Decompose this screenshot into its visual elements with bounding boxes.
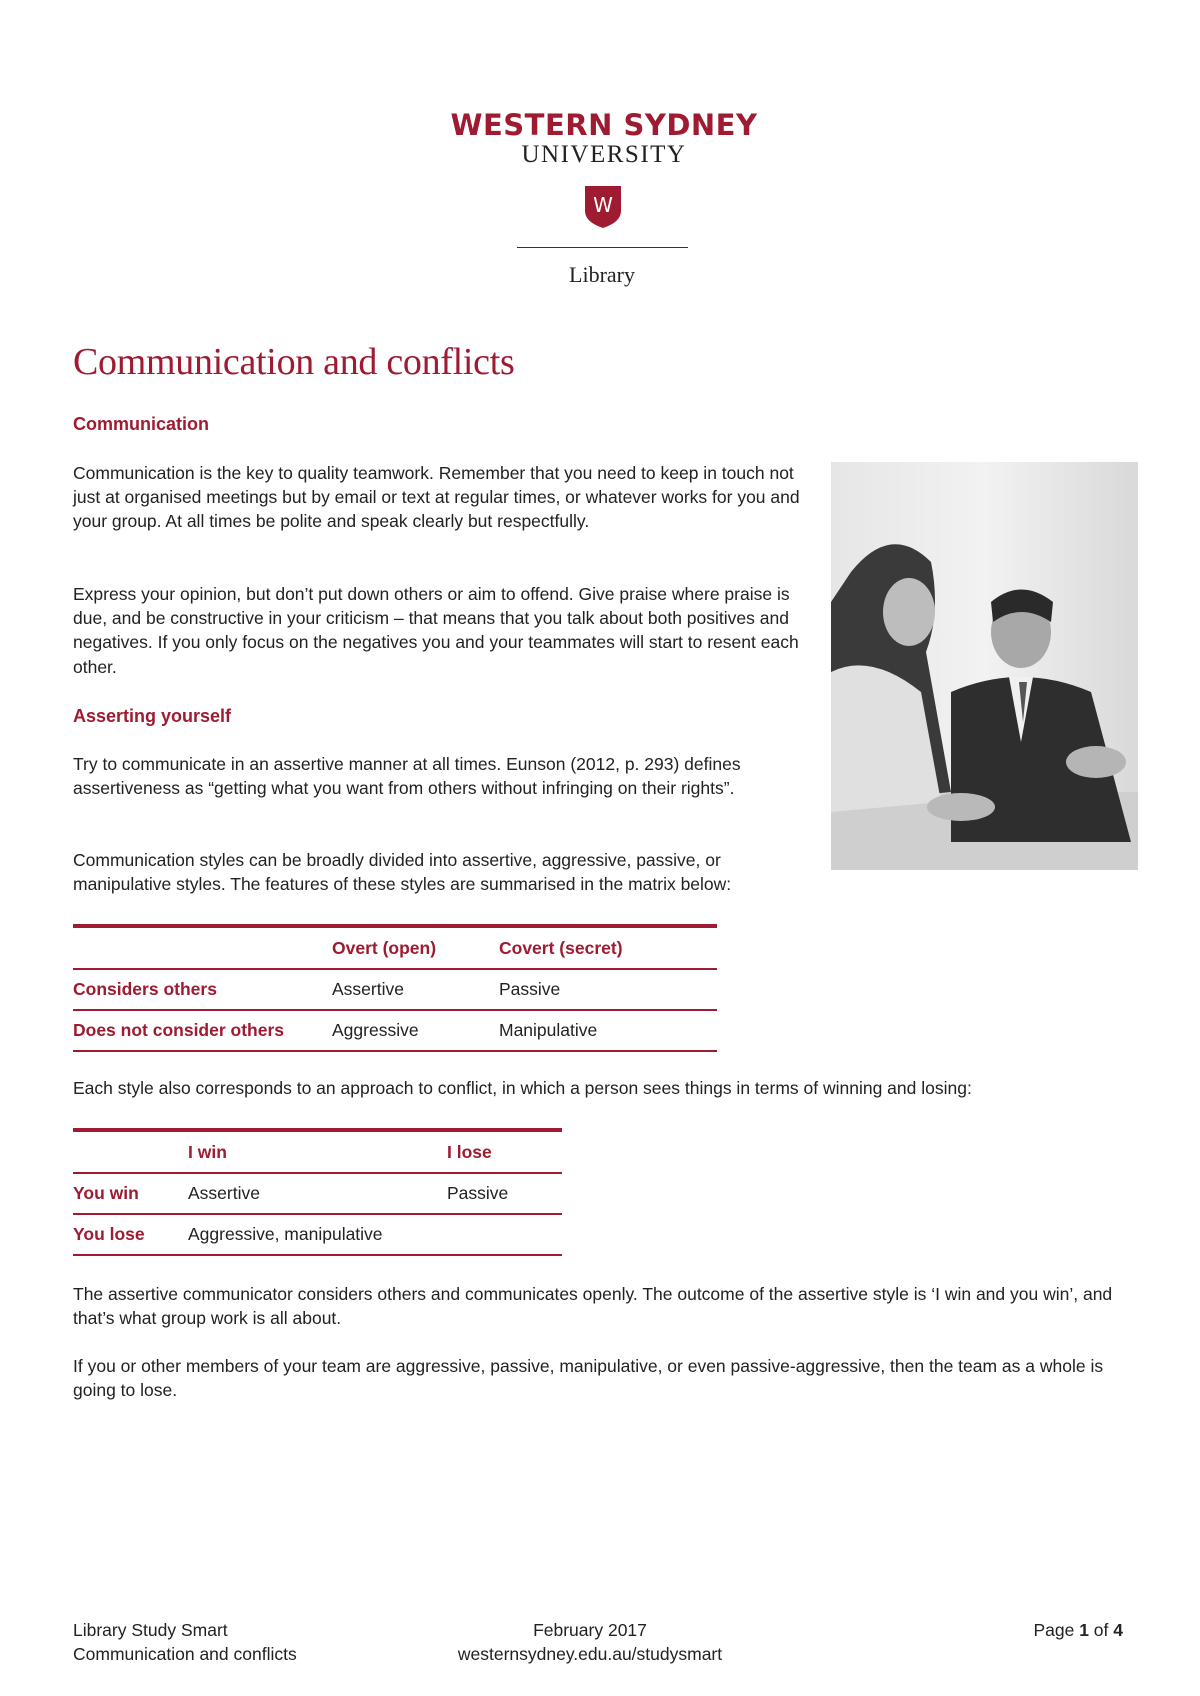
footer-document-title: Communication and conflicts bbox=[73, 1644, 297, 1664]
unit-name: Library bbox=[569, 262, 635, 287]
row-header-cell: You lose bbox=[73, 1214, 188, 1255]
conflict-intro-paragraph: Each style also corresponds to an approach to conflict, in which a person sees things in terms of winning and losing: bbox=[73, 1078, 972, 1098]
row-header-cell: You win bbox=[73, 1173, 188, 1214]
table-header-cell: I lose bbox=[447, 1130, 562, 1173]
communication-paragraph-2: Express your opinion, but don’t put down others or aim to offend. Give praise where praise is due, and be constructive in your criticism – that means that you talk about both positives and negatives. If you only focus on the negatives you and your teammates will start to resent each other. bbox=[73, 584, 799, 677]
total-pages: 4 bbox=[1113, 1620, 1123, 1640]
footer-url[interactable]: westernsydney.edu.au/studysmart bbox=[457, 1644, 723, 1664]
table-cell: Manipulative bbox=[499, 1010, 717, 1051]
table-cell: Aggressive bbox=[332, 1010, 499, 1051]
table-header-cell: Covert (secret) bbox=[499, 926, 717, 969]
logo-divider bbox=[517, 247, 688, 248]
win-lose-table bbox=[73, 1128, 562, 1256]
table-row bbox=[73, 1010, 717, 1051]
footer-date: February 2017 bbox=[533, 1620, 647, 1640]
table-header-cell: Overt (open) bbox=[332, 926, 499, 969]
row-header-cell: Considers others bbox=[73, 969, 332, 1010]
table-cell: Assertive bbox=[188, 1173, 447, 1214]
footer-center bbox=[440, 1618, 740, 1666]
table-header-cell: I win bbox=[188, 1130, 447, 1173]
table-row bbox=[73, 969, 717, 1010]
communication-styles-table bbox=[73, 924, 717, 1052]
asserting-paragraph-1: Try to communicate in an assertive manner at all times. Eunson (2012, p. 293) defines assertiveness as “getting what you want from others without infringing on their rights”. bbox=[73, 754, 741, 799]
row-header-cell: Does not consider others bbox=[73, 1010, 332, 1051]
table-header-cell bbox=[73, 926, 332, 969]
page-title: Communication and conflicts bbox=[73, 341, 515, 383]
section-heading-asserting: Asserting yourself bbox=[73, 706, 232, 726]
asserting-paragraph-2: Communication styles can be broadly divided into assertive, aggressive, passive, or manipulative styles. The features of these styles are summarised in the matrix below: bbox=[73, 850, 732, 895]
table-cell: Aggressive, manipulative bbox=[188, 1214, 447, 1255]
table-cell bbox=[447, 1214, 562, 1255]
table-cell: Assertive bbox=[332, 969, 499, 1010]
table-header-row bbox=[73, 1130, 562, 1173]
table-row bbox=[73, 1214, 562, 1255]
table-cell: Passive bbox=[447, 1173, 562, 1214]
closing-paragraph-1: The assertive communicator considers others and communicates openly. The outcome of the assertive style is ‘I win and you win’, and that’s what group work is all about. bbox=[73, 1284, 1113, 1329]
logo-wordmark-line2: UNIVERSITY bbox=[521, 141, 687, 168]
table-cell: Passive bbox=[499, 969, 717, 1010]
communication-paragraph-1: Communication is the key to quality teamwork. Remember that you need to keep in touch not just at organised meetings but by email or text at regular times, or whatever works for you and your group. At all times be polite and speak clearly but respectfully. bbox=[73, 463, 800, 532]
current-page: 1 bbox=[1079, 1620, 1089, 1640]
page-number: Page 1 of 4 bbox=[1033, 1620, 1123, 1640]
footer-series: Library Study Smart bbox=[73, 1620, 228, 1640]
logo-wordmark-line1: WESTERN SYDNEY bbox=[450, 108, 758, 142]
footer-left bbox=[73, 1618, 297, 1666]
section-heading-communication: Communication bbox=[73, 414, 210, 434]
team-meeting-photo bbox=[831, 462, 1138, 870]
table-header-row bbox=[73, 926, 717, 969]
university-logo bbox=[0, 108, 1200, 168]
closing-paragraph-2: If you or other members of your team are aggressive, passive, manipulative, or even passive-aggressive, then the team as a whole is going to lose. bbox=[73, 1356, 1104, 1401]
shield-letter: W bbox=[593, 193, 613, 217]
table-row bbox=[73, 1173, 562, 1214]
shield-icon bbox=[584, 185, 622, 229]
table-header-cell bbox=[73, 1130, 188, 1173]
